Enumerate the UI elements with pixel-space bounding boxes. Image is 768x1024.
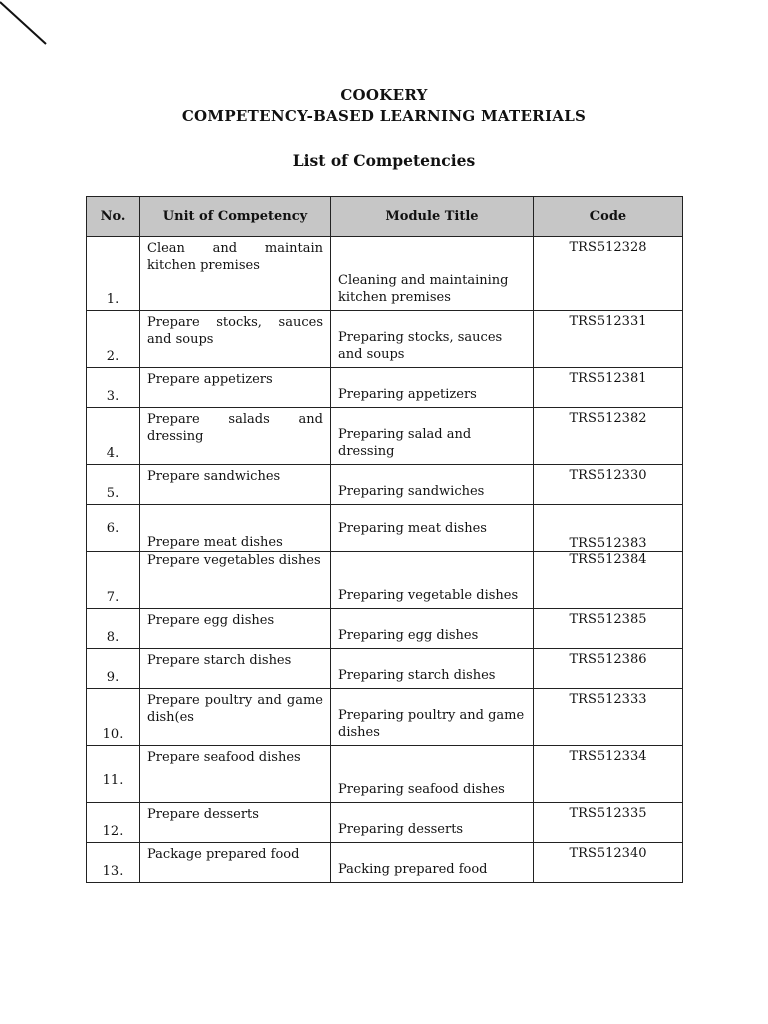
row-number-cell (87, 609, 140, 649)
row-number-cell (87, 237, 140, 311)
table-row (87, 311, 683, 368)
unit-cell (140, 505, 331, 552)
unit-cell (140, 843, 331, 883)
module-cell (331, 465, 534, 505)
row-number-cell (87, 746, 140, 803)
column-header-no: No. (87, 197, 140, 237)
code: TRS512340 (569, 846, 647, 861)
column-header-code: Code (534, 197, 683, 237)
table-row (87, 408, 683, 465)
row-number: 2. (106, 349, 120, 364)
row-number-cell (87, 649, 140, 689)
module-title: Preparing sandwiches (338, 484, 485, 499)
module-title: Preparing poultry and game dishes (338, 708, 525, 740)
unit-of-competency: Prepare stocks, sauces and soups (147, 315, 323, 347)
unit-cell (140, 552, 331, 609)
row-number: 7. (106, 590, 120, 605)
unit-cell (140, 746, 331, 803)
section-heading: List of Competencies (292, 151, 476, 170)
code-cell (534, 843, 683, 883)
row-number: 1. (106, 292, 120, 307)
module-cell (331, 803, 534, 843)
code-cell (534, 803, 683, 843)
table-row (87, 746, 683, 803)
module-title: Preparing appetizers (338, 387, 477, 402)
table-row (87, 465, 683, 505)
unit-of-competency: Prepare vegetables dishes (147, 553, 321, 568)
code: TRS512385 (569, 612, 647, 627)
module-title: Preparing salad and dressing (338, 427, 472, 459)
code: TRS512328 (569, 240, 647, 255)
code-cell (534, 609, 683, 649)
code: TRS512331 (569, 314, 647, 329)
module-title: Cleaning and maintaining kitchen premises (338, 273, 509, 305)
code-cell (534, 368, 683, 408)
unit-of-competency: Prepare meat dishes (147, 535, 283, 550)
code-cell (534, 505, 683, 552)
code-cell (534, 465, 683, 505)
row-number: 11. (102, 773, 124, 788)
module-title: Preparing stocks, sauces and soups (338, 330, 503, 362)
corner-mark (0, 0, 60, 60)
module-title: Packing prepared food (338, 862, 488, 877)
module-cell (331, 689, 534, 746)
row-number-cell (87, 311, 140, 368)
module-title: Preparing meat dishes (338, 520, 487, 536)
unit-of-competency: Prepare egg dishes (147, 613, 275, 628)
code-cell (534, 237, 683, 311)
unit-of-competency: Prepare desserts (147, 807, 259, 822)
module-title: Preparing seafood dishes (338, 782, 505, 797)
table-row (87, 368, 683, 408)
unit-cell (140, 311, 331, 368)
module-cell (331, 505, 534, 552)
module-cell (331, 408, 534, 465)
code: TRS512386 (569, 652, 647, 667)
row-number-cell (87, 843, 140, 883)
unit-of-competency: Package prepared food (147, 847, 300, 862)
unit-of-competency: Prepare sandwiches (147, 469, 281, 484)
unit-of-competency: Prepare appetizers (147, 372, 273, 387)
row-number-cell (87, 505, 140, 552)
unit-of-competency: Prepare salads and dressing (147, 412, 323, 444)
unit-cell (140, 609, 331, 649)
row-number-cell (87, 689, 140, 746)
row-number-cell (87, 803, 140, 843)
code: TRS512334 (569, 749, 647, 764)
row-number-cell (87, 368, 140, 408)
row-number-cell (87, 408, 140, 465)
module-title: Preparing egg dishes (338, 628, 479, 643)
code: TRS512383 (569, 536, 647, 551)
table-row (87, 689, 683, 746)
row-number: 13. (102, 864, 124, 879)
code: TRS512382 (569, 411, 647, 426)
unit-of-competency: Prepare starch dishes (147, 653, 292, 668)
column-header-unit: Unit of Competency (140, 197, 331, 237)
row-number: 4. (106, 446, 120, 461)
table-row (87, 505, 683, 552)
module-cell (331, 368, 534, 408)
module-cell (331, 311, 534, 368)
unit-of-competency: Prepare poultry and game dish(es (147, 693, 323, 725)
unit-cell (140, 465, 331, 505)
unit-of-competency: Prepare seafood dishes (147, 750, 301, 765)
module-cell (331, 237, 534, 311)
competencies-table (86, 196, 683, 883)
row-number: 3. (106, 389, 120, 404)
row-number: 8. (106, 630, 120, 645)
unit-cell (140, 237, 331, 311)
code-cell (534, 649, 683, 689)
table-row (87, 552, 683, 609)
document-title: COOKERY (340, 86, 428, 104)
table-header-row (87, 197, 683, 237)
row-number: 6. (106, 520, 120, 536)
table-row (87, 237, 683, 311)
code: TRS512333 (569, 692, 647, 707)
code: TRS512381 (569, 371, 647, 386)
row-number-cell (87, 465, 140, 505)
table-row (87, 843, 683, 883)
module-cell (331, 746, 534, 803)
unit-cell (140, 649, 331, 689)
code-cell (534, 746, 683, 803)
module-cell (331, 843, 534, 883)
code: TRS512335 (569, 806, 647, 821)
unit-cell (140, 408, 331, 465)
module-title: Preparing starch dishes (338, 668, 496, 683)
code-cell (534, 408, 683, 465)
module-cell (331, 649, 534, 689)
column-header-module: Module Title (331, 197, 534, 237)
module-title: Preparing desserts (338, 822, 464, 837)
document-subtitle: COMPETENCY-BASED LEARNING MATERIALS (181, 107, 587, 125)
row-number: 9. (106, 670, 120, 685)
table-row (87, 649, 683, 689)
code-cell (534, 552, 683, 609)
row-number: 10. (102, 727, 124, 742)
module-cell (331, 552, 534, 609)
table-row (87, 803, 683, 843)
unit-of-competency: Clean and maintain kitchen premises (147, 241, 323, 273)
unit-cell (140, 368, 331, 408)
code: TRS512330 (569, 468, 647, 483)
table-row (87, 609, 683, 649)
code: TRS512384 (569, 552, 647, 567)
code-cell (534, 689, 683, 746)
row-number: 12. (102, 824, 124, 839)
row-number-cell (87, 552, 140, 609)
code-cell (534, 311, 683, 368)
unit-cell (140, 689, 331, 746)
unit-cell (140, 803, 331, 843)
module-cell (331, 609, 534, 649)
row-number: 5. (106, 486, 120, 501)
module-title: Preparing vegetable dishes (338, 588, 519, 603)
